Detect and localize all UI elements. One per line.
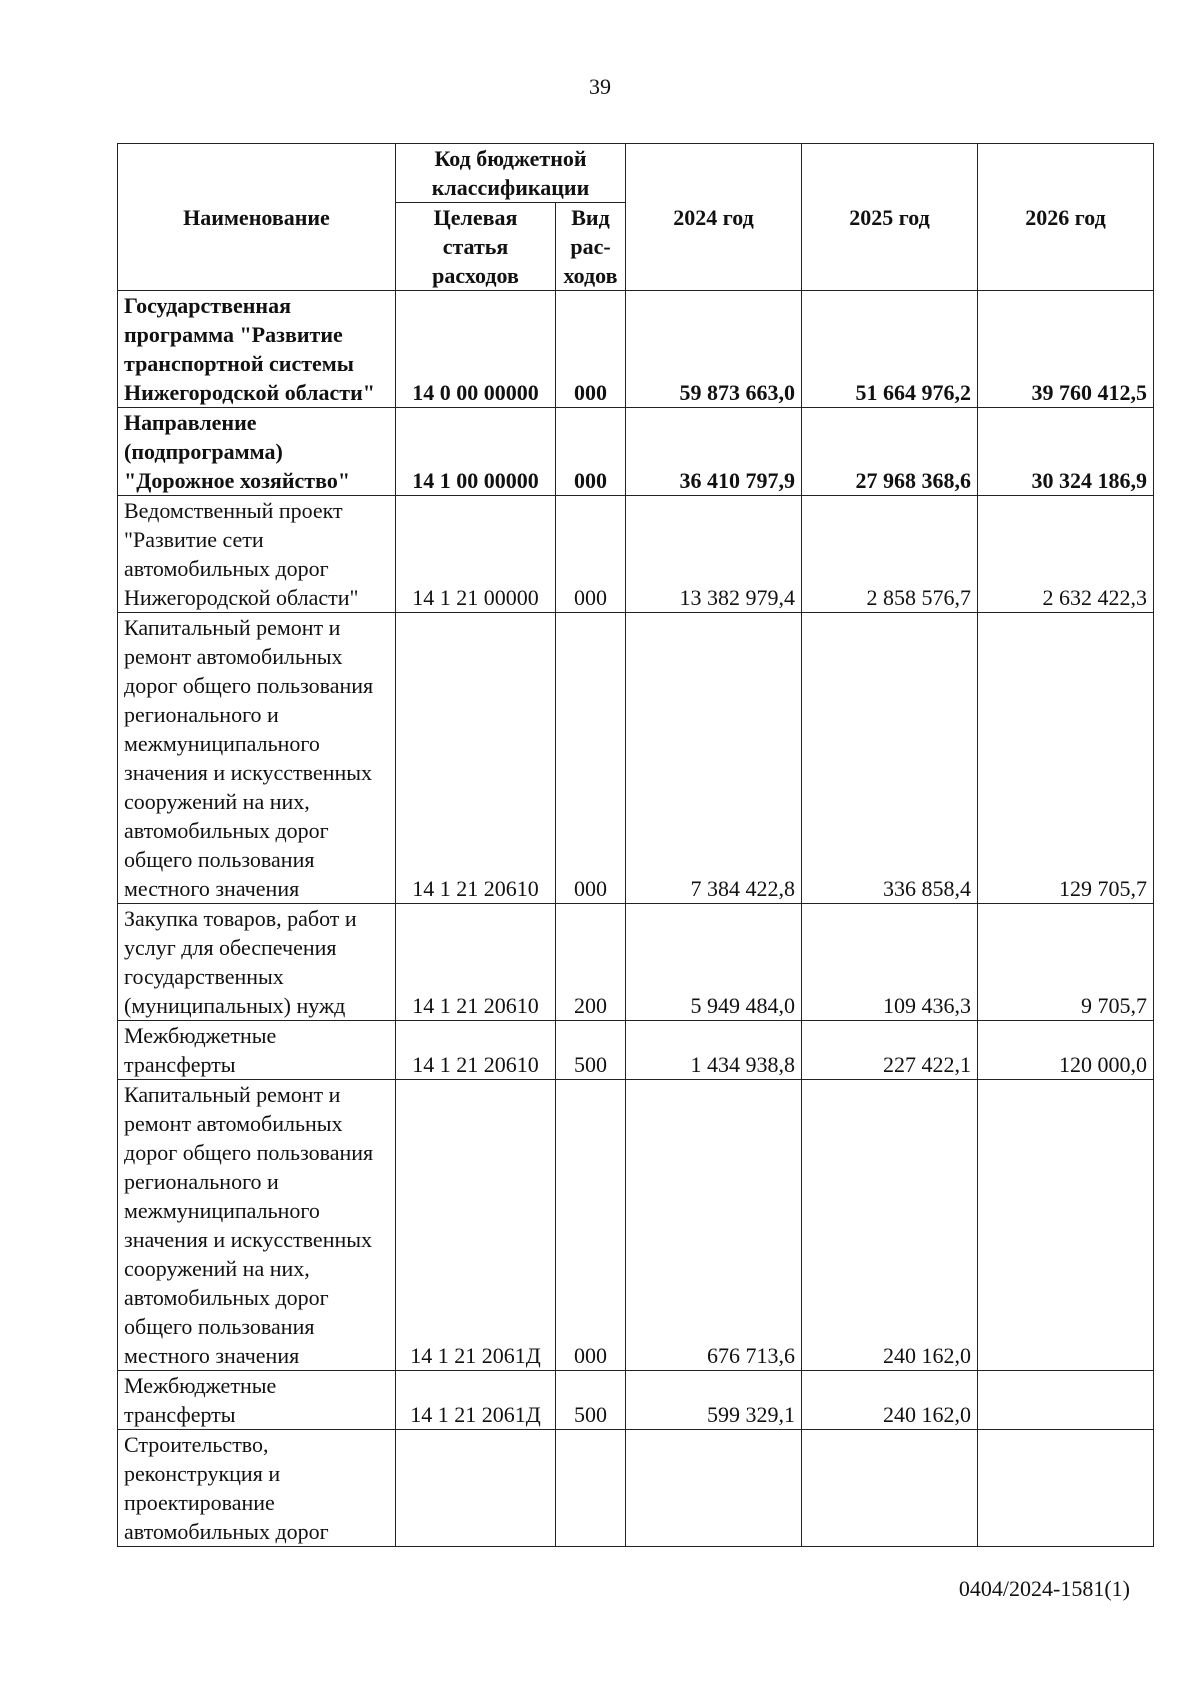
row-2026 — [978, 1430, 1154, 1547]
row-kind: 200 — [556, 904, 626, 1021]
row-2025: 240 162,0 — [802, 1371, 978, 1430]
row-kind: 500 — [556, 1021, 626, 1080]
row-2024: 676 713,6 — [626, 1080, 802, 1371]
row-2026: 2 632 422,3 — [978, 496, 1154, 613]
row-code: 14 1 21 2061Д — [396, 1371, 556, 1430]
row-2024: 7 384 422,8 — [626, 613, 802, 904]
header-target-article: Целевая статья расходов — [396, 203, 556, 291]
header-row — [118, 144, 1154, 203]
row-code: 14 1 00 00000 — [396, 408, 556, 496]
page-number: 39 — [589, 74, 611, 99]
row-code: 14 1 21 20610 — [396, 613, 556, 904]
row-2025: 27 968 368,6 — [802, 408, 978, 496]
table-row — [118, 613, 1154, 904]
row-kind: 500 — [556, 1371, 626, 1430]
row-name: Закупка товаров, работ и услуг для обеспечения государственных (муниципальных) нужд — [118, 904, 396, 1021]
row-code: 14 1 21 20610 — [396, 904, 556, 1021]
table-row — [118, 1430, 1154, 1547]
row-2024 — [626, 1430, 802, 1547]
table-row — [118, 904, 1154, 1021]
row-2025: 336 858,4 — [802, 613, 978, 904]
row-2026: 9 705,7 — [978, 904, 1154, 1021]
row-2024: 59 873 663,0 — [626, 291, 802, 408]
row-name: Капитальный ремонт и ремонт автомобильных дорог общего пользования регионального и межмуниципального значения и искусственных сооружений на них, автомобильных дорог общего пользования местного значения — [118, 1080, 396, 1371]
header-expense-type: Вид рас-ходов — [556, 203, 626, 291]
row-2026 — [978, 1080, 1154, 1371]
row-code: 14 1 21 2061Д — [396, 1080, 556, 1371]
row-2026: 120 000,0 — [978, 1021, 1154, 1080]
row-kind: 000 — [556, 291, 626, 408]
header-budget-code: Код бюджетной классификации — [396, 144, 626, 203]
table-row — [118, 291, 1154, 408]
row-2025: 227 422,1 — [802, 1021, 978, 1080]
header-2026: 2026 год — [978, 144, 1154, 291]
row-2025: 51 664 976,2 — [802, 291, 978, 408]
row-code: 14 1 21 20610 — [396, 1021, 556, 1080]
row-code — [396, 1430, 556, 1547]
header-name: Наименование — [118, 144, 396, 291]
row-2025 — [802, 1430, 978, 1547]
table-row — [118, 408, 1154, 496]
row-2026 — [978, 1371, 1154, 1430]
row-kind: 000 — [556, 408, 626, 496]
table-row — [118, 1371, 1154, 1430]
row-2024: 599 329,1 — [626, 1371, 802, 1430]
header-2024: 2024 год — [626, 144, 802, 291]
row-name: Межбюджетные трансферты — [118, 1371, 396, 1430]
row-name: Строительство, реконструкция и проектирование автомобильных дорог — [118, 1430, 396, 1547]
row-name: Межбюджетные трансферты — [118, 1021, 396, 1080]
row-kind: 000 — [556, 496, 626, 613]
row-name: Направление (подпрограмма) "Дорожное хозяйство" — [118, 408, 396, 496]
row-2026: 39 760 412,5 — [978, 291, 1154, 408]
row-2024: 1 434 938,8 — [626, 1021, 802, 1080]
row-2025: 109 436,3 — [802, 904, 978, 1021]
row-name: Ведомственный проект "Развитие сети автомобильных дорог Нижегородской области" — [118, 496, 396, 613]
row-2025: 2 858 576,7 — [802, 496, 978, 613]
row-2025: 240 162,0 — [802, 1080, 978, 1371]
row-2024: 5 949 484,0 — [626, 904, 802, 1021]
table-row — [118, 1080, 1154, 1371]
row-code: 14 1 21 00000 — [396, 496, 556, 613]
row-2024: 13 382 979,4 — [626, 496, 802, 613]
row-2026: 30 324 186,9 — [978, 408, 1154, 496]
row-kind: 000 — [556, 613, 626, 904]
row-name: Капитальный ремонт и ремонт автомобильных дорог общего пользования регионального и межмуниципального значения и искусственных сооружений на них, автомобильных дорог общего пользования местного значения — [118, 613, 396, 904]
row-name: Государственная программа "Развитие транспортной системы Нижегородской области" — [118, 291, 396, 408]
row-kind — [556, 1430, 626, 1547]
row-2026: 129 705,7 — [978, 613, 1154, 904]
header-2025: 2025 год — [802, 144, 978, 291]
budget-table — [117, 143, 1154, 1547]
row-2024: 36 410 797,9 — [626, 408, 802, 496]
row-code: 14 0 00 00000 — [396, 291, 556, 408]
row-kind: 000 — [556, 1080, 626, 1371]
table-row — [118, 496, 1154, 613]
document-code: 0404/2024-1581(1) — [958, 1576, 1130, 1601]
table-row — [118, 1021, 1154, 1080]
